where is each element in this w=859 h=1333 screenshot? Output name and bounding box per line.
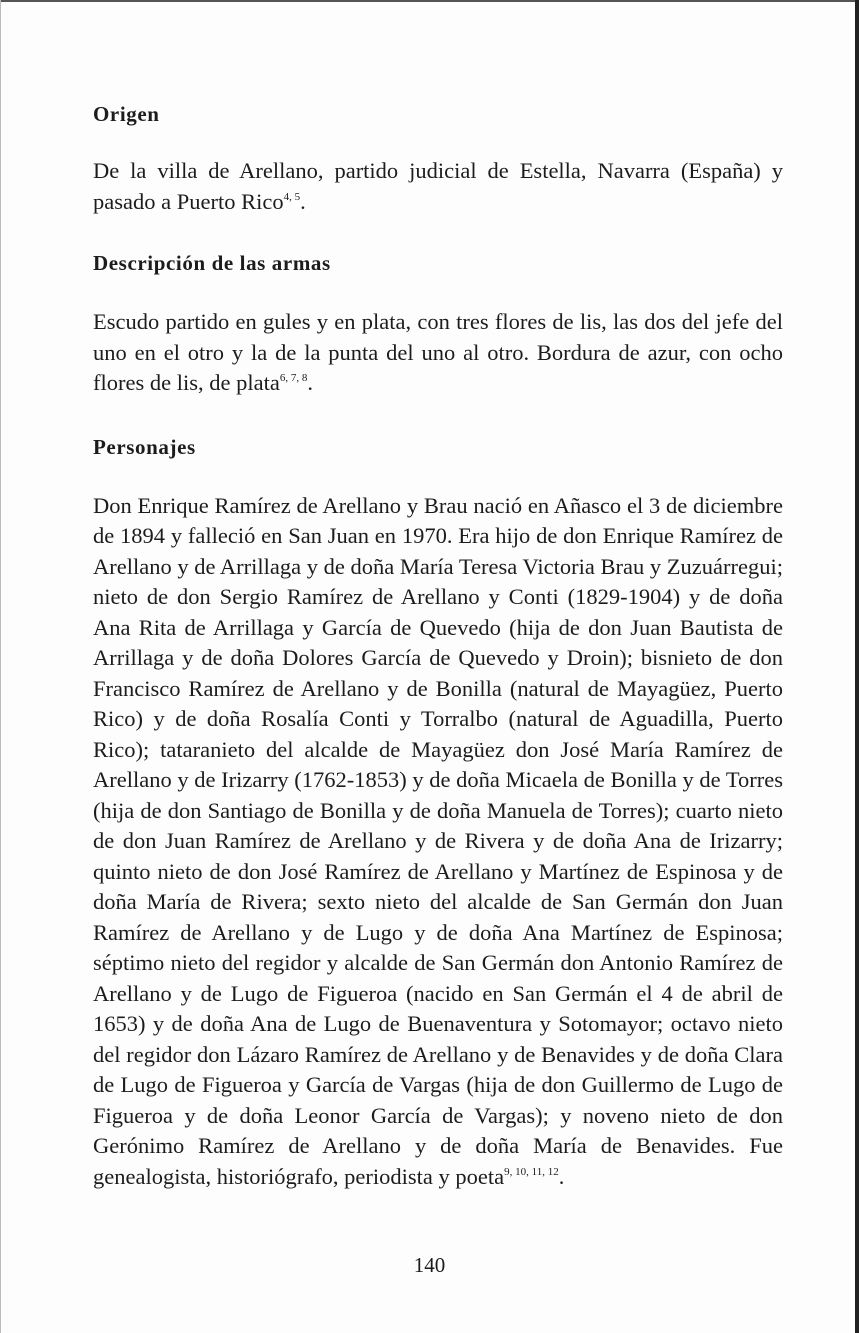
paragraph-origen [93, 156, 783, 217]
origen-text: De la villa de Arellano, partido judicial de Estella, Navarra (España) y pasado a Puerto Rico [93, 158, 783, 214]
paragraph-descripcion-armas [93, 307, 783, 399]
footnote-ref-armas: 6, 7, 8 [279, 372, 308, 384]
armas-end: . [307, 370, 313, 395]
page-right-edge [855, 0, 859, 1333]
page-top-edge [0, 0, 859, 2]
footnote-ref-origen: 4, 5 [283, 190, 301, 203]
origen-end: . [300, 188, 306, 214]
page-left-edge [0, 0, 1, 1333]
paragraph-personajes [93, 491, 783, 1193]
personajes-text: Don Enrique Ramírez de Arellano y Brau nació en Añasco el 3 de diciembre de 1894 y falleció en San Juan en 1970. Era hijo de don Enrique Ramírez de Arellano y de Arrillaga y de doña María Teresa Victoria Brau y Zuzuárregui; nieto de don Sergio Ramírez de Arellano y Conti (1829-1904) y de doña Ana Rita de Arrillaga y García de Quevedo (hija de don Juan Bautista de Arrillaga y de doña Dolores García de Quevedo y Droin); bisnieto de don Francisco Ramírez de Arellano y de Bonilla (natural de Mayagüez, Puerto Rico) y de doña Rosalía Conti y Torralbo (natural de Aguadilla, Puerto Rico); tataranieto del alcalde de Mayagüez don José María Ramírez de Arellano y de Irizarry (1762-1853) y de doña Micaela de Bonilla y de Torres (hija de don Santiago de Bonilla y de doña Manuela de Torres); cuarto nieto de don Juan Ramírez de Arellano y de Rivera y de doña Ana de Irizarry; quinto nieto de don José Ramírez de Arellano y Martínez de Espinosa y de doña María de Rivera; sexto nieto del alcalde de San Germán don Juan Ramírez de Arellano y de Lugo y de doña Ana Martínez de Espinosa; séptimo nieto del regidor y alcalde de San Germán don Antonio Ramírez de Arellano y de Lugo de Figueroa (nacido en San Germán el 4 de abril de 1653) y de doña Ana de Lugo de Buenaventura y Sotomayor; octavo nieto del regidor don Lázaro Ramírez de Arellano y de Benavides y de doña Clara de Lugo de Figueroa y García de Vargas (hija de don Guillermo de Lugo de Figueroa y de doña Leonor García de Vargas); y noveno nieto de don Gerónimo Ramírez de Arellano y de doña María de Benavides. Fue genealogista, historiógrafo, periodista y poeta [93, 492, 783, 1189]
page-number: 140 [413, 1253, 446, 1277]
heading-origen: Origen [93, 102, 160, 126]
armas-text: Escudo partido en gules y en plata, con tres flores de lis, las dos del jefe del uno en el otro y la de la punta del uno al otro. Bordura de azur, con ocho flores de lis, de plata [93, 309, 783, 395]
footnote-ref-personajes: 9, 10, 11, 12 [504, 1165, 559, 1178]
page-body [93, 100, 783, 1192]
heading-personajes: Personajes [93, 434, 196, 459]
heading-descripcion-armas: Descripción de las armas [93, 251, 331, 275]
personajes-end: . [558, 1163, 565, 1189]
